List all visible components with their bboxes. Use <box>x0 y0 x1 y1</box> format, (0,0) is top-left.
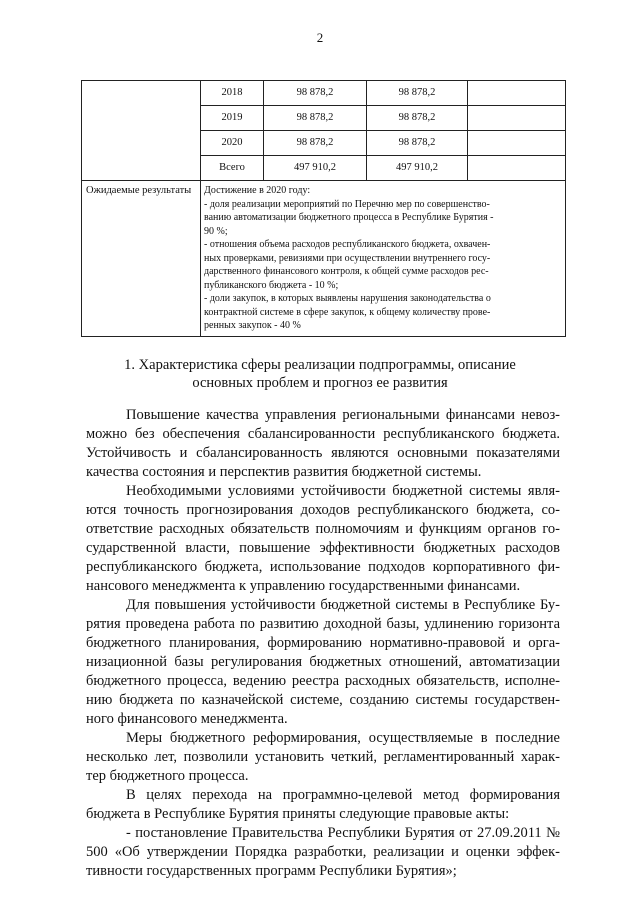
expected-results-content <box>201 181 566 337</box>
expected-results-line: публиканского бюджета - 10 %; <box>204 279 339 291</box>
expected-results-line: дарственного финансового контроля, к общей сумме расходов рес- <box>204 266 489 277</box>
expected-results-line: - доли закупок, в которых выявлены нарушения законодательства о <box>204 293 491 304</box>
expected-results-line: ренных закупок - 40 % <box>204 320 301 331</box>
table-cell-republic: 98 878,2 <box>367 106 468 131</box>
table-row-expected-results <box>82 181 566 337</box>
table-cell-other <box>468 156 566 181</box>
section-body <box>86 406 560 881</box>
table-cell-total: 98 878,2 <box>264 106 367 131</box>
expected-results-label: Ожидаемые результаты <box>82 181 201 337</box>
table-cell-republic: 98 878,2 <box>367 81 468 106</box>
expected-results-line: ных проверками, ревизиями при осуществлении внутреннего госу- <box>204 252 491 264</box>
table-cell-total: 497 910,2 <box>264 156 367 181</box>
table-cell-year: 2019 <box>201 106 264 131</box>
expected-results-line: ванию автоматизации бюджетного процесса в Республике Бурятия - <box>204 212 494 223</box>
expected-results-line: - доля реализации мероприятий по Перечню мер по совершенство- <box>204 198 490 210</box>
table-cell-other <box>468 131 566 156</box>
table-cell-other <box>468 106 566 131</box>
paragraph: Повышение качества управления региональными финансами невоз-можно без обеспечения сбалансированности республиканского бюджета. Устойчивость и сбалансированность являются основными показателями качества состояния и перспектив развития бюджетной системы. <box>86 407 560 480</box>
expected-results-line: 90 %; <box>204 225 228 237</box>
table-cell-year: 2020 <box>201 131 264 156</box>
table-cell-total: 98 878,2 <box>264 81 367 106</box>
expected-results-line: - отношения объема расходов республиканского бюджета, охвачен- <box>204 239 491 250</box>
paragraph: Необходимыми условиями устойчивости бюджетной системы явля-ются точность прогнозирования доходов республиканского бюджета, со-ответствие расходных обязательств полномочиям и функциям органов го-сударственной власти, повышение эффективности бюджетных расходов республиканского бюджета, использование подходов корпоративного фи-нансового менеджмента к управлению государственными финансами. <box>86 483 560 594</box>
table-cell-republic: 98 878,2 <box>367 131 468 156</box>
expected-results-line: Достижение в 2020 году: <box>204 185 311 196</box>
table-cell-total: 98 878,2 <box>264 131 367 156</box>
section-heading-line: 1. Характеристика сферы реализации подпрограммы, описание <box>124 357 516 373</box>
section-heading <box>80 356 560 392</box>
funding-table <box>81 80 566 337</box>
table-cell-year: 2018 <box>201 81 264 106</box>
paragraph: Меры бюджетного реформирования, осуществляемые в последние несколько лет, позволили установить четкий, регламентированный харак-тер бюджетного процесса. <box>86 730 560 784</box>
section-heading-line: основных проблем и прогноз ее развития <box>192 375 448 391</box>
table-row <box>82 81 566 106</box>
expected-results-line: контрактной системе в сфере закупок, к общему количеству прове- <box>204 306 491 318</box>
table-cell-empty-label <box>82 81 201 181</box>
paragraph: Для повышения устойчивости бюджетной системы в Республике Бу-рятия проведена работа по развитию доходной базы, удлинению горизонта бюджетного планирования, формированию нормативно-правовой и орга-низационной базы регулирования бюджетных отношений, автоматизации бюджетного процесса, ведению реестра расходных обязательств, исполне-нию бюджета по казначейской системе, созданию системы государствен-ного финансового менеджмента. <box>86 597 560 727</box>
table-cell-year: Всего <box>201 156 264 181</box>
page-number: 2 <box>316 30 324 45</box>
table-cell-other <box>468 81 566 106</box>
paragraph: - постановление Правительства Республики Бурятия от 27.09.2011 № 500 «Об утверждении Порядка разработки, реализации и оценки эффек-тивности государственных программ Республики Бурятия»; <box>86 825 560 879</box>
table-cell-republic: 497 910,2 <box>367 156 468 181</box>
paragraph: В целях перехода на программно-целевой метод формирования бюджета в Республике Бурятия приняты следующие правовые акты: <box>86 787 560 822</box>
